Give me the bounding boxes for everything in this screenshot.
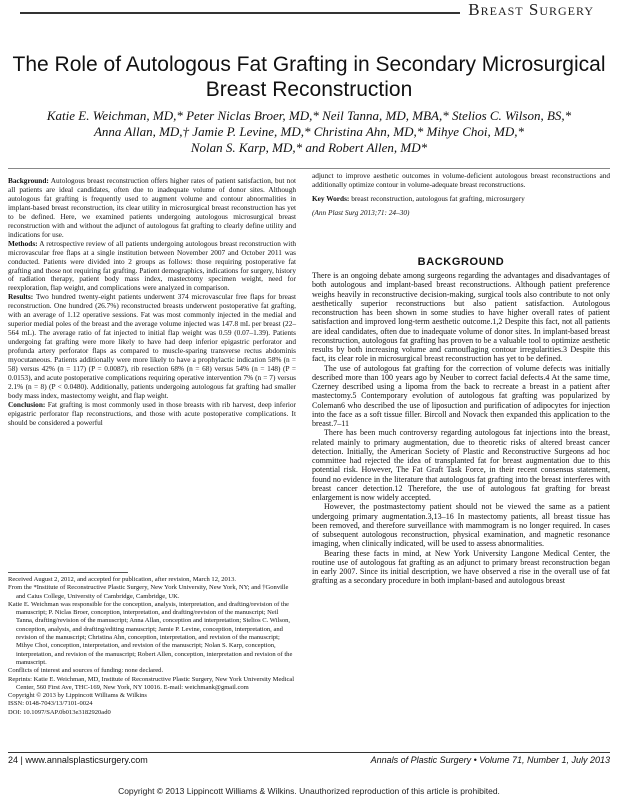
- article-title: The Role of Autologous Fat Grafting in Secondary Microsurgical Breast Reconstruction: [12, 53, 606, 101]
- author-line: Anna Allan, MD,† Jamie P. Levine, MD,* Christina Ahn, MD,* Mihye Choi, MD,*: [93, 124, 525, 139]
- body-paragraph: There has been much controversy regarding autologous fat injections into the breast, related mainly to primary augmentation, due to theoretic risks of altered breast cancer detection. Initially, the American Society of Plastic and Reconstructive Surgeons ad hoc committee had rejected the idea of transplanted fat for breast augmentation due to this potential risk. However, The Fat Graft Task Force, in their recent consensus statement, found no evidence in the literature that autologous fat grafting into the breast interferes with breast cancer detection.12 Therefore, the use of autologous fat grafting for breast enlargement is now widely accepted.: [312, 428, 610, 502]
- abstract-conclusion-label: Conclusion:: [8, 399, 46, 409]
- abstract-conclusion-continued: adjunct to improve aesthetic outcomes in volume-deficient autologous breast reconstructions and additionally optimize contour in volume-adequate breast reconstructions.: [312, 171, 610, 189]
- author-line: Nolan S. Karp, MD,* and Robert Allen, MD*: [190, 140, 428, 155]
- footnotes: [8, 576, 296, 717]
- abstract-methods-label: Methods:: [8, 238, 38, 248]
- abstract-background: [8, 177, 296, 240]
- footnote-copyright: Copyright © 2013 by Lippincott Williams & Wilkins: [8, 692, 147, 700]
- journal-issue-info: Annals of Plastic Surgery • Volume 71, Number 1, July 2013: [370, 755, 610, 765]
- footnote-contributions: Katie E. Weichman was responsible for the conception, analysis, interpretation, and drafting/revision of the manuscript; P. Niclas Broer, conception, interpretation, and drafting/revision of the manuscript; Neil Tanna, drafting/revision of the manuscript; Anna Allan, conception and interpretation; Stelios C. Wilson, conception, analysis, and drafting/editing manuscript; Jamie P. Levine, conception, interpretation, and revision of the manuscript; Christina Ahn, conception, interpretation, and revision of the manuscript; Mihye Choi, conception, interpretation, and revision of the manuscript; Nolan S. Karp, conception, interpretation, and revision of the manuscript; Robert Allen, conception, interpretation and revision of the manuscript.: [8, 600, 293, 666]
- body-paragraph: The use of autologous fat grafting for the correction of volume defects was initially described more than 100 years ago by Neuber to correct facial defects.4 At the same time, Czerney described using a lipoma from the back to recreate a breast in a patient after mastectomy.5 Contemporary evolution of autologous fat grafting was popularized by Coleman6 who described the use of liposuction and purification of adipocytes for injection into the face as a soft tissue filler. Bircoll and Novack then expanded this application to the breast.7–11: [312, 363, 610, 428]
- footnote-divider: [8, 572, 128, 573]
- background-body: [312, 271, 610, 586]
- body-paragraph: There is an ongoing debate among surgeons regarding the advantages and disadvantages of both autologous and implant-based breast reconstructions. Although patient preference weighs heavily in reconstructive decision-making, surgical tools also contribute to not only aesthetically superior reconstructions but also patient satisfaction. Autologous reconstruction has been shown in some studies to have higher overall rates of patient satisfaction and improved long-term aesthetic outcome.1,2 Despite this fact, not all patients are ideal candidates, often due to inadequate volume of donor sites. In implant-based breast reconstruction, autologous fat grafting has proven to be a valuable tool to optimize aesthetic results by both increasing volume and camouflaging contour irregularities.3 Despite this fact, its clear role in microsurgical breast reconstruction has yet to be defined.: [312, 271, 610, 364]
- abstract-results-label: Results:: [8, 292, 34, 302]
- keywords: [312, 194, 610, 203]
- abstract-methods-text: A retrospective review of all patients undergoing autologous breast reconstruction with microvascular free flaps at a single institution between November 2007 and October 2011 was conducted. Patients were divided into 2 groups as follows: those requiring postoperative fat grafting and those not requiring fat grafting. Patient demographics, indications for surgery, history of radiation therapy, patient body mass index, mastectomy specimen weight, need for reexploration, flap weight, and complications were analyzed in comparison.: [8, 238, 296, 293]
- author-list: [20, 108, 598, 156]
- abstract-continuation: [312, 171, 610, 222]
- footnote-affiliations: From the *Institute of Reconstructive Plastic Surgery, New York University, New York, NY; and †Gonville and Caius College, University of Cambridge, Cambridge, UK.: [8, 584, 289, 600]
- abstract-conclusion: [8, 401, 296, 428]
- author-line: Katie E. Weichman, MD,* Peter Niclas Broer, MD,* Neil Tanna, MD, MBA,* Stelios C. Wilson, BS,*: [46, 108, 572, 123]
- footer-rule: [8, 752, 610, 753]
- footnote-doi: DOI: 10.1097/SAP.0b013e3182920ad0: [8, 708, 111, 716]
- abstract-background-label: Background:: [8, 176, 49, 185]
- footnote-reprints: Reprints: Katie E. Weichman, MD, Institute of Reconstructive Plastic Surgery, New York University Medical Center, 560 First Ave, THC-169, New York, NY 10016. E-mail: weichmank@gmail.com: [8, 675, 295, 691]
- journal-citation: (Ann Plast Surg 2013;71: 24–30): [312, 208, 410, 217]
- footnote-received: Received August 2, 2012, and accepted for publication, after revision, March 12, 2013.: [8, 576, 236, 583]
- section-label: Breast Surgery: [460, 0, 594, 20]
- page-footer: [8, 755, 610, 769]
- running-header: [0, 0, 618, 26]
- abstract-results: [8, 293, 296, 400]
- abstract-methods: [8, 240, 296, 294]
- keywords-label: Key Words:: [312, 194, 350, 203]
- abstract-results-text: Two hundred twenty-eight patients underwent 374 microvascular free flaps for breast reconstruction. One hundred (26.7%) reconstructed breasts underwent postoperative fat grafting, with an average of 1.12 operative sessions. Fat was most commonly injected in the medial and superior medial poles of the breast and the average volume injected was 147.8 mL per breast (22–564 mL). The average ratio of fat injected to initial flap weight was 0.59 (0.07–1.39). Patients undergoing fat grafting were more likely to have had deep inferior epigastric perforator and profunda artery perforator flaps as compared to muscle-sparing transverse rectus abdominis myocutaneous. Patients additionally were more likely to have a prophylactic indication 58% (n = 58) versus 42% (n = 117) (P = 0.0087), rib resection 68% (n = 68) versus 54% (n = 148) (P = 0.0153), and acute postoperative complications requiring operative intervention 7% (n = 7) versus 2.1% (n = 8) (P < 0.0480). Additionally, patients undergoing autologous fat grafting had smaller body mass index, mastectomy weight, and flap weight.: [8, 292, 296, 400]
- keywords-text: breast reconstruction, autologous fat grafting, microsurgery: [351, 194, 525, 203]
- page-number-and-url: 24 | www.annalsplasticsurgery.com: [8, 755, 148, 765]
- header-rule: [20, 12, 490, 14]
- abstract-background-text: Autologous breast reconstruction offers higher rates of patient satisfaction, but not all patients are ideal candidates, often due to inadequate volume of donor sites. Although autologous fat grafting is frequently used to augment volume and contour abnormalities in implant-based breast reconstruction, its clear utility in microsurgical breast reconstruction has yet to be defined. Here, we examined patients undergoing autologous microsurgical breast reconstruction with and without the adjunct of autologous fat grafting to clearly define utility and indications for use.: [8, 176, 297, 239]
- copyright-notice: Copyright © 2013 Lippincott Williams & Wilkins. Unauthorized reproduction of this article is prohibited.: [118, 786, 500, 796]
- abstract-column: [8, 177, 296, 428]
- footnote-issn: ISSN: 0148-7043/13/7101-0024: [8, 700, 93, 708]
- abstract-divider: [8, 168, 610, 169]
- section-heading-background: BACKGROUND: [417, 256, 505, 268]
- footnote-conflicts: Conflicts of interest and sources of funding: none declared.: [8, 667, 164, 675]
- body-paragraph: Bearing these facts in mind, at New York University Langone Medical Center, the routine use of autologous fat grafting as an adjunct to primary breast reconstruction began in early 2007. Since its initial description, we have observed a rise in the overall use of fat grafting as a secondary procedure in both implant-based and autologous breast: [312, 548, 610, 586]
- abstract-conclusion-text: Fat grafting is most commonly used in those breasts with rib harvest, deep inferior epigastric perforator flap reconstructions, and those with acute postoperative complications. It should be considered a powerful: [8, 399, 296, 427]
- body-paragraph: However, the postmastectomy patient should not be viewed the same as a patient undergoing primary augmentation.3,13–16 In mastectomy patients, all breast tissue has been removed, and therefore surveillance with mammogram is no longer required. In cases of subsequent autologous reconstruction, physical examination, and magnetic resonance imaging, when clinically indicated, will be used to assess abnormalities.: [312, 502, 610, 549]
